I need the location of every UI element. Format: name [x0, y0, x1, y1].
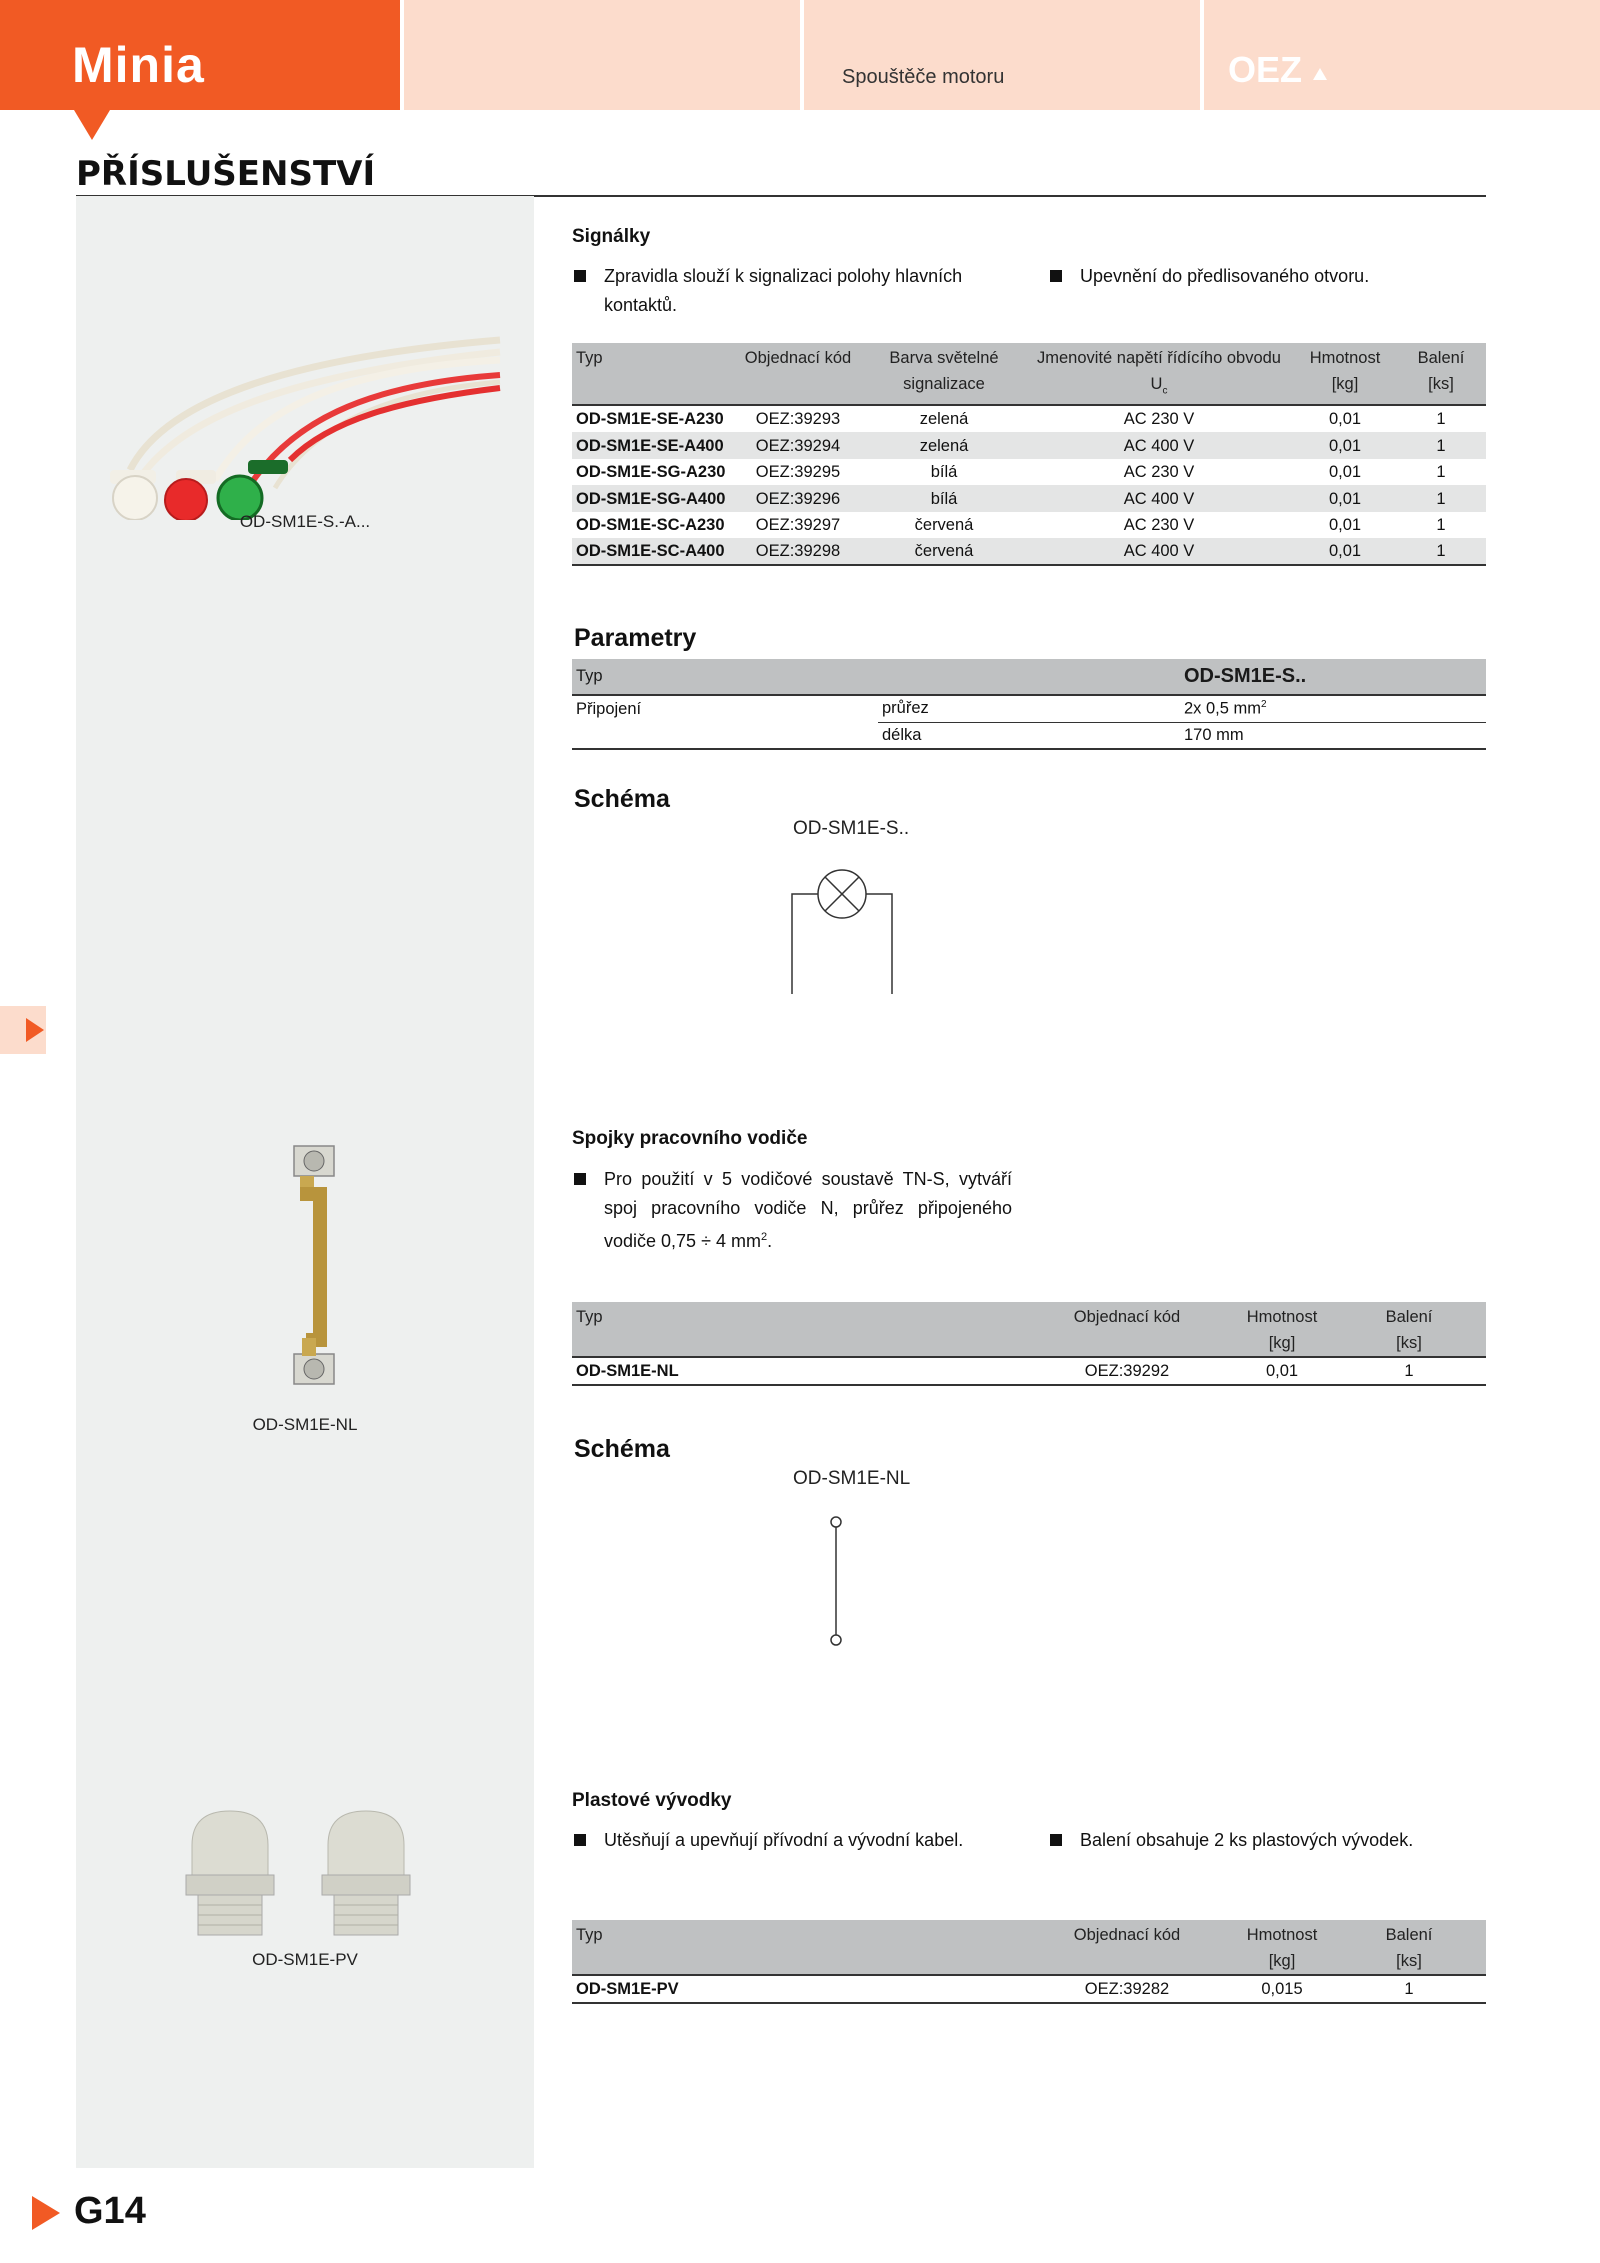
- section-vyvodky-title: Plastové vývodky: [572, 1790, 732, 1811]
- signalky-bullet-2: Upevnění do předlisovaného otvoru.: [1050, 262, 1480, 291]
- col-baleni-label: Balení: [1417, 349, 1465, 367]
- caption-nl: OD-SM1E-NL: [252, 1415, 358, 1434]
- cell-hmotnost: 0,015: [1232, 1975, 1332, 2003]
- table-row: [572, 405, 1486, 432]
- col-hmotnost-label: Hmotnost: [1246, 1926, 1318, 1944]
- vyvodky-bullet-1: Utěsňují a upevňují přívodní a vývodní kabel.: [574, 1826, 1034, 1855]
- param-prurez-label: průřez: [878, 695, 1180, 722]
- cell-barva: bílá: [930, 463, 958, 482]
- col-typ: Typ: [572, 343, 732, 405]
- cell-kod: OEZ:39296: [732, 485, 864, 512]
- col-baleni: [1332, 1920, 1486, 1975]
- cell-kod: OEZ:39297: [755, 516, 841, 535]
- cell-hmotnost: 0,01: [1328, 516, 1362, 535]
- col-hmotnost: [1294, 343, 1396, 405]
- cell-napeti: AC 400 V: [1024, 538, 1294, 565]
- col-hmotnost: [1232, 1302, 1332, 1357]
- prurez-unit-sup: 2: [1261, 699, 1267, 710]
- cell-typ: OD-SM1E-SG-A230: [576, 463, 726, 482]
- cell-napeti: AC 230 V: [1123, 516, 1195, 535]
- schema-1-title: Schéma: [574, 785, 670, 813]
- table-row: [572, 722, 1486, 749]
- brand-pointer-icon: [74, 110, 110, 140]
- cell-baleni: 1: [1436, 516, 1446, 535]
- brand-name: Minia: [72, 37, 205, 93]
- param-empty-cell: [572, 722, 878, 749]
- cell-barva: červená: [914, 516, 974, 535]
- logo-triangle-icon: [1313, 68, 1327, 80]
- cell-typ: OD-SM1E-SC-A400: [572, 538, 732, 565]
- cell-napeti: AC 230 V: [1123, 463, 1195, 482]
- param-col-value: OD-SM1E-S..: [1180, 659, 1486, 695]
- table-row: [572, 695, 1486, 722]
- logo-text: OEZ: [1228, 50, 1303, 90]
- cell-baleni: 1: [1436, 463, 1446, 482]
- col-kod: Objednací kód: [1022, 1302, 1232, 1357]
- table-row: [572, 538, 1486, 565]
- cell-baleni: 1: [1396, 538, 1486, 565]
- col-baleni-unit: [ks]: [1428, 375, 1454, 393]
- cell-baleni: 1: [1396, 485, 1486, 512]
- col-barva: Barva světelné signalizace: [864, 343, 1024, 405]
- caption-pv: OD-SM1E-PV: [252, 1950, 358, 1969]
- cell-napeti: AC 400 V: [1024, 485, 1294, 512]
- page-number: G14: [74, 2190, 146, 2232]
- col-baleni-unit: [ks]: [1396, 1952, 1422, 1970]
- prurez-value-text: 2x 0,5 mm: [1184, 699, 1262, 718]
- param-col-typ: Typ: [572, 659, 1180, 695]
- voltage-subscript: c: [1162, 385, 1168, 397]
- param-row-label: Připojení: [576, 699, 642, 718]
- cell-typ: OD-SM1E-NL: [572, 1357, 1022, 1385]
- cell-barva: zelená: [864, 432, 1024, 459]
- param-prurez-value: [1180, 695, 1486, 722]
- section-name: Spouštěče motoru: [842, 66, 1005, 88]
- cell-napeti: AC 230 V: [1123, 410, 1195, 429]
- cell-baleni: 1: [1396, 432, 1486, 459]
- header-segment: [404, 0, 800, 110]
- cell-hmotnost: 0,01: [1232, 1357, 1332, 1385]
- table-row: [572, 485, 1486, 512]
- col-baleni: [1332, 1302, 1486, 1357]
- cell-hmotnost: 0,01: [1328, 410, 1362, 429]
- spojky-table: [572, 1302, 1486, 1386]
- col-hmotnost-label: Hmotnost: [1246, 1308, 1318, 1326]
- col-napeti-symbol: [1028, 371, 1290, 404]
- cell-typ: OD-SM1E-PV: [572, 1975, 1022, 2003]
- neutral-link-schema-diagram: [820, 1512, 852, 1650]
- cell-kod: OEZ:39292: [1022, 1357, 1232, 1385]
- col-hmotnost-unit: [kg]: [1268, 1334, 1296, 1352]
- col-baleni: [1396, 343, 1486, 405]
- cell-kod: OEZ:39282: [1022, 1975, 1232, 2003]
- cell-napeti: AC 400 V: [1024, 432, 1294, 459]
- page-arrow-icon: [32, 2196, 60, 2230]
- table-row: [572, 512, 1486, 539]
- cell-typ: OD-SM1E-SC-A230: [576, 516, 725, 535]
- cell-barva: bílá: [864, 485, 1024, 512]
- cell-typ: OD-SM1E-SE-A230: [576, 410, 724, 429]
- table-row: [572, 1357, 1486, 1385]
- side-marker-icon: [0, 1006, 46, 1054]
- section-spojky-title: Spojky pracovního vodiče: [572, 1128, 808, 1149]
- signal-lamps-image: [100, 330, 510, 520]
- table-row: [572, 1975, 1486, 2003]
- cell-typ: OD-SM1E-SG-A400: [572, 485, 732, 512]
- col-hmotnost: [1232, 1920, 1332, 1975]
- cell-hmotnost: 0,01: [1294, 538, 1396, 565]
- section-signalky-title: Signálky: [572, 226, 651, 247]
- caption-signal: OD-SM1E-S.-A...: [239, 512, 371, 531]
- cell-kod: OEZ:39293: [755, 410, 841, 429]
- neutral-link-image: [280, 1140, 350, 1400]
- schema-2-label: OD-SM1E-NL: [793, 1468, 911, 1489]
- spojky-bullet-text: Pro použití v 5 vodičové soustavě TN-S, vytváří spoj pracovního vodiče N, průřez připojeného vodiče 0,75 ÷ 4 mm: [604, 1169, 1012, 1251]
- col-kod: Objednací kód: [732, 343, 864, 405]
- cell-kod: OEZ:39298: [732, 538, 864, 565]
- cell-kod: OEZ:39294: [732, 432, 864, 459]
- cable-glands-image: [180, 1805, 430, 1945]
- param-delka-label: délka: [878, 722, 1180, 749]
- vyvodky-table: [572, 1920, 1486, 2004]
- schema-1-label: OD-SM1E-S..: [793, 818, 910, 839]
- spojky-bullet-end: .: [767, 1231, 773, 1251]
- cell-hmotnost: 0,01: [1294, 485, 1396, 512]
- col-hmotnost-unit: [kg]: [1268, 1952, 1296, 1970]
- param-delka-value: 170 mm: [1180, 722, 1486, 749]
- cell-hmotnost: 0,01: [1294, 432, 1396, 459]
- table-row: [572, 432, 1486, 459]
- section-parametry-title: Parametry: [574, 624, 697, 652]
- col-napeti-label: Jmenovité napětí řídícího obvodu: [1037, 349, 1281, 367]
- cell-barva: zelená: [919, 410, 969, 429]
- col-typ: Typ: [572, 1302, 1022, 1357]
- col-baleni-label: Balení: [1385, 1308, 1433, 1326]
- vyvodky-bullet-2: Balení obsahuje 2 ks plastových vývodek.: [1050, 1826, 1480, 1855]
- col-typ: Typ: [572, 1920, 1022, 1975]
- cell-baleni: 1: [1332, 1357, 1486, 1385]
- cell-baleni: 1: [1332, 1975, 1486, 2003]
- spojky-bullet: [574, 1165, 1012, 1256]
- cell-kod: OEZ:39295: [755, 463, 841, 482]
- page-header: [0, 0, 1600, 110]
- signalky-bullet-1: Zpravidla slouží k signalizaci polohy hlavních kontaktů.: [574, 262, 1034, 320]
- lamp-schema-diagram: [780, 862, 900, 1002]
- col-baleni-unit: [ks]: [1396, 1334, 1422, 1352]
- cell-barva: červená: [864, 538, 1024, 565]
- col-kod: Objednací kód: [1022, 1920, 1232, 1975]
- cell-baleni: 1: [1436, 410, 1446, 429]
- cell-hmotnost: 0,01: [1328, 463, 1362, 482]
- schema-2-title: Schéma: [574, 1435, 670, 1463]
- parametry-table: [572, 659, 1486, 750]
- col-hmotnost-unit: [kg]: [1331, 375, 1359, 393]
- col-hmotnost-label: Hmotnost: [1309, 349, 1381, 367]
- oez-logo: [1228, 50, 1338, 90]
- signalky-table: [572, 343, 1486, 566]
- col-baleni-label: Balení: [1385, 1926, 1433, 1944]
- cell-typ: OD-SM1E-SE-A400: [572, 432, 732, 459]
- spojky-bullet-sup: 2: [760, 1231, 768, 1243]
- page-title: PŘÍSLUŠENSTVÍ: [76, 154, 376, 194]
- header-segment: [804, 0, 1200, 110]
- table-row: [572, 459, 1486, 486]
- voltage-symbol: U: [1150, 375, 1163, 393]
- col-napeti: [1024, 343, 1294, 405]
- brand-block: [0, 0, 400, 110]
